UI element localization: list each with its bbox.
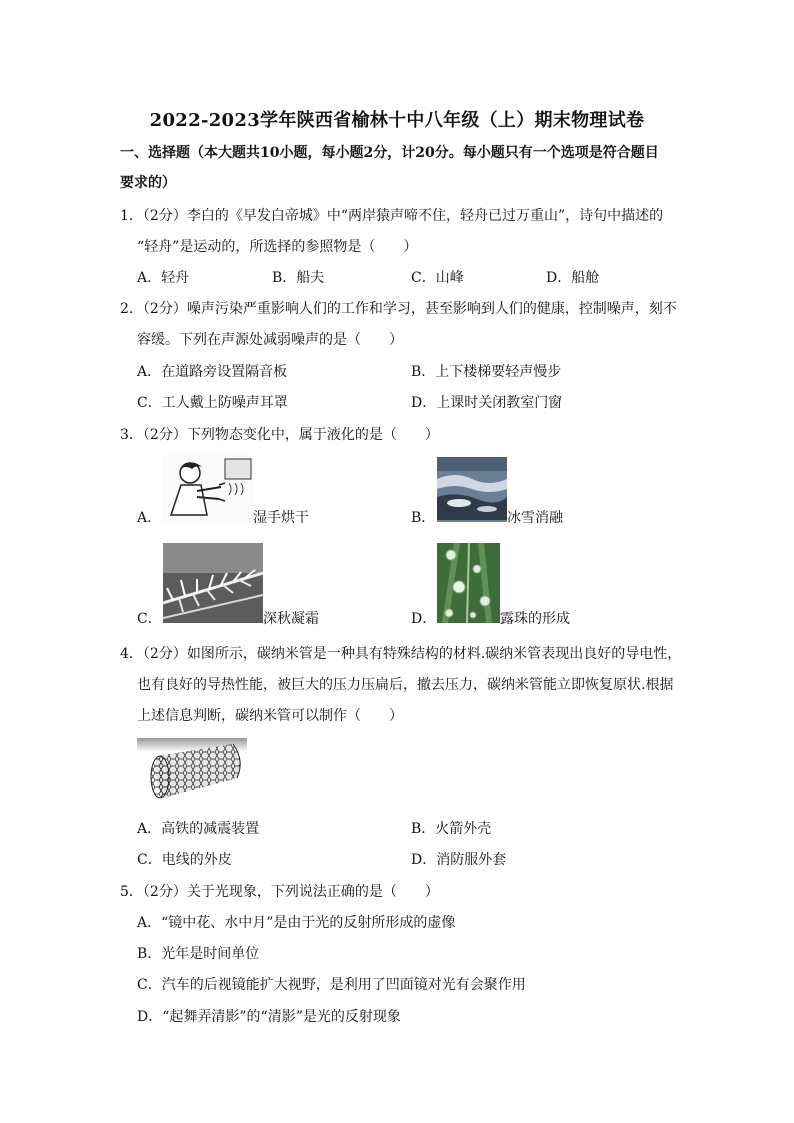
question-3-option-d-letter: D．	[411, 611, 437, 627]
question-4-text-line-2: 也有良好的导热性能，被巨大的压力压扁后，撤去压力，碳纳米管能立即恢复原状.根据	[137, 677, 674, 693]
question-5-option-b: B．光年是时间单位	[137, 946, 260, 962]
section-heading-line-2: 要求的）	[120, 175, 176, 191]
question-1-option-d: D．船舱	[546, 270, 600, 286]
question-3-option-a-letter: A．	[137, 510, 162, 526]
question-4-option-c: C．电线的外皮	[137, 852, 232, 868]
question-3-option-c-letter: C．	[137, 611, 162, 627]
question-3-text-line-1: 3．（2分）下列物态变化中，属于液化的是（ ）	[120, 427, 439, 443]
page-title: 2022-2023学年陕西省榆林十中八年级（上）期末物理试卷	[149, 110, 645, 131]
question-3-option-b-letter: B．	[411, 510, 436, 526]
question-3-option-a-label: 湿手烘干	[253, 510, 309, 526]
question-4-option-b: B．火箭外壳	[411, 821, 492, 837]
question-2-option-d: D．上课时关闭教室门窗	[411, 395, 563, 411]
melting-ice-image	[437, 457, 507, 522]
question-3-option-d-label: 露珠的形成	[500, 611, 570, 627]
question-2-text-line-1: 2．（2分）噪声污染严重影响人们的工作和学习，甚至影响到人们的健康，控制噪声，刻不	[120, 301, 677, 317]
question-3-option-b-label: 冰雪消融	[507, 510, 563, 526]
dew-drops-image	[437, 543, 500, 623]
hand-dryer-image	[163, 455, 253, 522]
question-5-option-a: A．“镜中花、水中月”是由于光的反射所形成的虚像	[137, 915, 456, 931]
frost-branch-image	[163, 543, 263, 623]
question-2-option-a: A．在道路旁设置隔音板	[137, 364, 288, 380]
question-4-text-line-3: 上述信息判断，碳纳米管可以制作（ ）	[137, 708, 403, 724]
question-1-text-line-2: “轻舟”是运动的，所选择的参照物是（ ）	[137, 239, 418, 255]
section-heading	[120, 138, 690, 198]
question-1-option-b: B．船夫	[272, 270, 325, 286]
question-3-option-c-label: 深秋凝霜	[263, 611, 319, 627]
question-1-option-c: C．山峰	[411, 270, 464, 286]
question-4-text-line-1: 4．（2分）如图所示，碳纳米管是一种具有特殊结构的材料.碳纳米管表现出良好的导电性，	[120, 646, 682, 662]
question-5-text-line-1: 5．（2分）关于光现象，下列说法正确的是（ ）	[120, 884, 439, 900]
question-2-text-line-2: 容缓。下列在声源处减弱噪声的是（ ）	[137, 332, 403, 348]
carbon-nanotube-image	[137, 738, 247, 804]
question-5-option-c: C．汽车的后视镜能扩大视野，是利用了凹面镜对光有会聚作用	[137, 977, 526, 993]
question-2-option-c: C．工人戴上防噪声耳罩	[137, 395, 288, 411]
question-4-option-d: D．消防服外套	[411, 852, 507, 868]
section-heading-line-1: 一、选择题（本大题共10小题，每小题2分，计20分。每小题只有一个选项是符合题目	[120, 145, 659, 161]
question-1-text-line-1: 1．（2分）李白的《早发白帝城》中“两岸猿声啼不住，轻舟已过万重山”，诗句中描述的	[120, 208, 664, 224]
question-1-option-a: A．轻舟	[137, 270, 190, 286]
question-2-option-b: B．上下楼梯要轻声慢步	[411, 364, 562, 380]
question-4-option-a: A．高铁的减震装置	[137, 821, 260, 837]
question-5-option-d: D．“起舞弄清影”的“清影”是光的反射现象	[137, 1009, 401, 1025]
